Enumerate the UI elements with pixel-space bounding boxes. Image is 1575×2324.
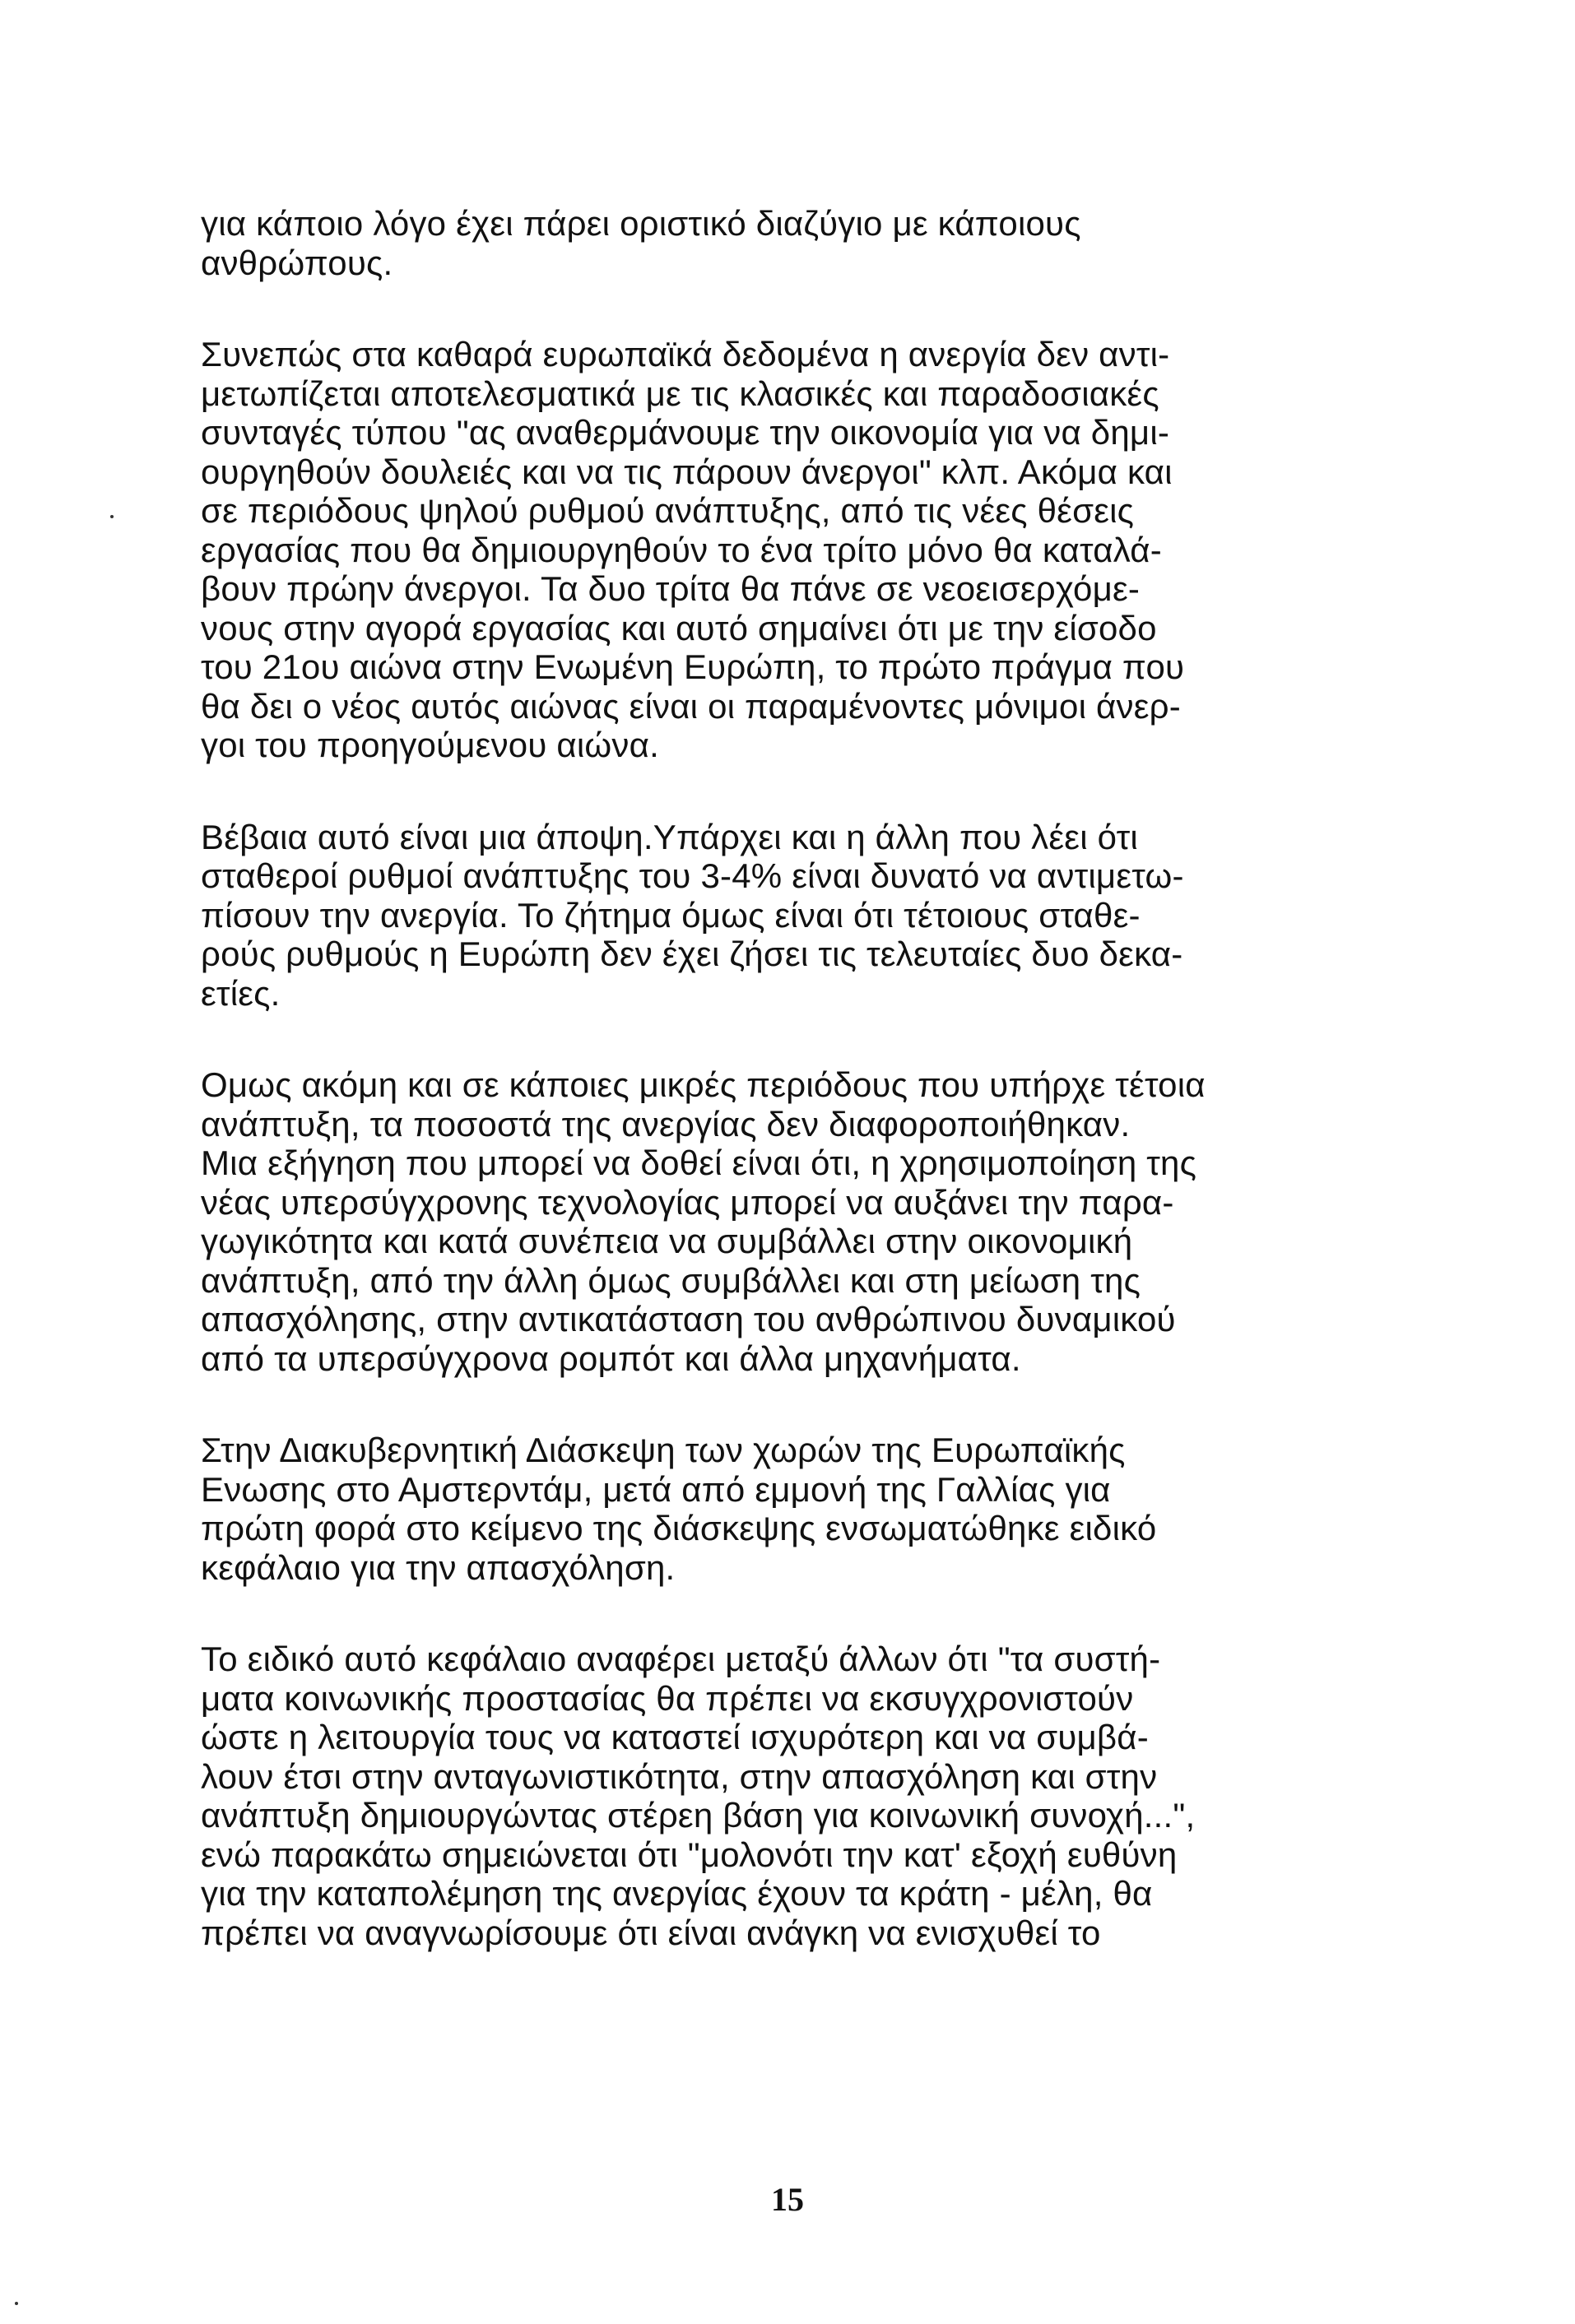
paragraph <box>201 1065 1419 1378</box>
text-line: βουν πρώην άνεργοι. Τα δυο τρίτα θα πάνε σε νεοεισερχόμε- <box>201 569 1141 608</box>
text-line: του 21ου αιώνα στην Ενωμένη Ευρώπη, το πρώτο πράγμα που <box>201 647 1185 686</box>
text-line: ματα κοινωνικής προστασίας θα πρέπει να εκσυγχρονιστούν <box>201 1678 1134 1718</box>
text-line: ρούς ρυθμούς η Ευρώπη δεν έχει ζήσει τις τελευταίες δυο δεκα- <box>201 935 1183 973</box>
text-line: ώστε η λειτουργία τους να καταστεί ισχυρότερη και να συμβά- <box>201 1718 1149 1756</box>
text-line: Βέβαια αυτό είναι μια άποψη.Υπάρχει και η άλλη που λέει ότι <box>201 817 1138 856</box>
text-line: ανάπτυξη δημιουργώντας στέρεη βάση για κοινωνική συνοχή...", <box>201 1796 1196 1835</box>
paragraph-gap <box>201 1013 1419 1065</box>
text-line: ανάπτυξη, τα ποσοστά της ανεργίας δεν διαφοροποιήθηκαν. <box>201 1104 1131 1143</box>
text-line: σε περιόδους ψηλού ρυθμού ανάπτυξης, από τις νέες θέσεις <box>201 491 1135 530</box>
text-line: νους στην αγορά εργασίας και αυτό σημαίνει ότι με την είσοδο <box>201 608 1157 647</box>
text-line: Συνεπώς στα καθαρά ευρωπαϊκά δεδομένα η ανεργία δεν αντι- <box>201 335 1170 373</box>
text-line: πρέπει να αναγνωρίσουμε ότι είναι ανάγκη να ενισχυθεί το <box>201 1913 1101 1952</box>
paragraph-gap <box>201 1378 1419 1431</box>
text-line: από τα υπερσύγχρονα ρομπότ και άλλα μηχανήματα. <box>201 1338 1021 1378</box>
text-line: μετωπίζεται αποτελεσματικά με τις κλασικές και παραδοσιακές <box>201 373 1159 413</box>
scan-speck <box>110 515 114 518</box>
text-line: πρώτη φορά στο κείμενο της διάσκεψης ενσωματώθηκε ειδικό <box>201 1509 1157 1547</box>
text-line: ανάπτυξη, από την άλλη όμως συμβάλλει και στη μείωση της <box>201 1260 1141 1300</box>
paragraph <box>201 1431 1419 1587</box>
text-line: συνταγές τύπου "ας αναθερμάνουμε την οικονομία για να δημι- <box>201 413 1170 452</box>
text-line: Ενωσης στο Αμστερντάμ, μετά από εμμονή της Γαλλίας για <box>201 1469 1111 1509</box>
text-line: ετίες. <box>201 973 281 1013</box>
paragraph <box>201 1640 1419 1952</box>
text-line: νέας υπερσύγχρονης τεχνολογίας μπορεί να αυξάνει την παρα- <box>201 1182 1174 1222</box>
paragraph-gap <box>201 765 1419 818</box>
text-line: Μια εξήγηση που μπορεί να δοθεί είναι ότι, η χρησιμοποίηση της <box>201 1143 1197 1182</box>
paragraph-gap <box>201 282 1419 335</box>
body-text <box>201 204 1419 1952</box>
text-line: ανθρώπους. <box>201 243 393 282</box>
text-line: λουν έτσι στην ανταγωνιστικότητα, στην απασχόληση και στην <box>201 1756 1158 1796</box>
paragraph <box>201 818 1419 1014</box>
text-line: κεφάλαιο για την απασχόληση. <box>201 1547 676 1587</box>
text-line: γοι του προηγούμενου αιώνα. <box>201 726 659 764</box>
text-line: πίσουν την ανεργία. Το ζήτημα όμως είναι ότι τέτοιους σταθε- <box>201 895 1141 935</box>
page-number: 15 <box>771 2181 804 2218</box>
text-line: ενώ παρακάτω σημειώνεται ότι "μολονότι την κατ' εξοχή ευθύνη <box>201 1835 1178 1874</box>
text-line: για κάποιο λόγο έχει πάρει οριστικό διαζύγιο με κάποιους <box>201 204 1081 243</box>
text-line: εργασίας που θα δημιουργηθούν το ένα τρίτο μόνο θα καταλά- <box>201 530 1162 569</box>
text-line: Το ειδικό αυτό κεφάλαιο αναφέρει μεταξύ άλλων ότι "τα συστή- <box>201 1640 1161 1678</box>
text-line: σταθεροί ρυθμοί ανάπτυξης του 3-4% είναι δυνατό να αντιμετω- <box>201 856 1184 895</box>
text-line: Στην Διακυβερνητική Διάσκεψη των χωρών της Ευρωπαϊκής <box>201 1431 1126 1469</box>
text-line: ουργηθούν δουλειές και να τις πάρουν άνεργοι" κλπ. Ακόμα και <box>201 452 1173 491</box>
text-line: γωγικότητα και κατά συνέπεια να συμβάλλει στην οικονομική <box>201 1222 1133 1260</box>
text-line: απασχόλησης, στην αντικατάσταση του ανθρώπινου δυναμικού <box>201 1300 1176 1338</box>
paragraph <box>201 204 1419 282</box>
scan-speck <box>15 2302 18 2305</box>
text-line: θα δει ο νέος αυτός αιώνας είναι οι παραμένοντες μόνιμοι άνερ- <box>201 686 1181 726</box>
text-line: Ομως ακόμη και σε κάποιες μικρές περιόδους που υπήρχε τέτοια <box>201 1065 1206 1104</box>
paragraph-gap <box>201 1587 1419 1640</box>
text-line: για την καταπολέμηση της ανεργίας έχουν τα κράτη - μέλη, θα <box>201 1874 1153 1913</box>
paragraph <box>201 335 1419 765</box>
